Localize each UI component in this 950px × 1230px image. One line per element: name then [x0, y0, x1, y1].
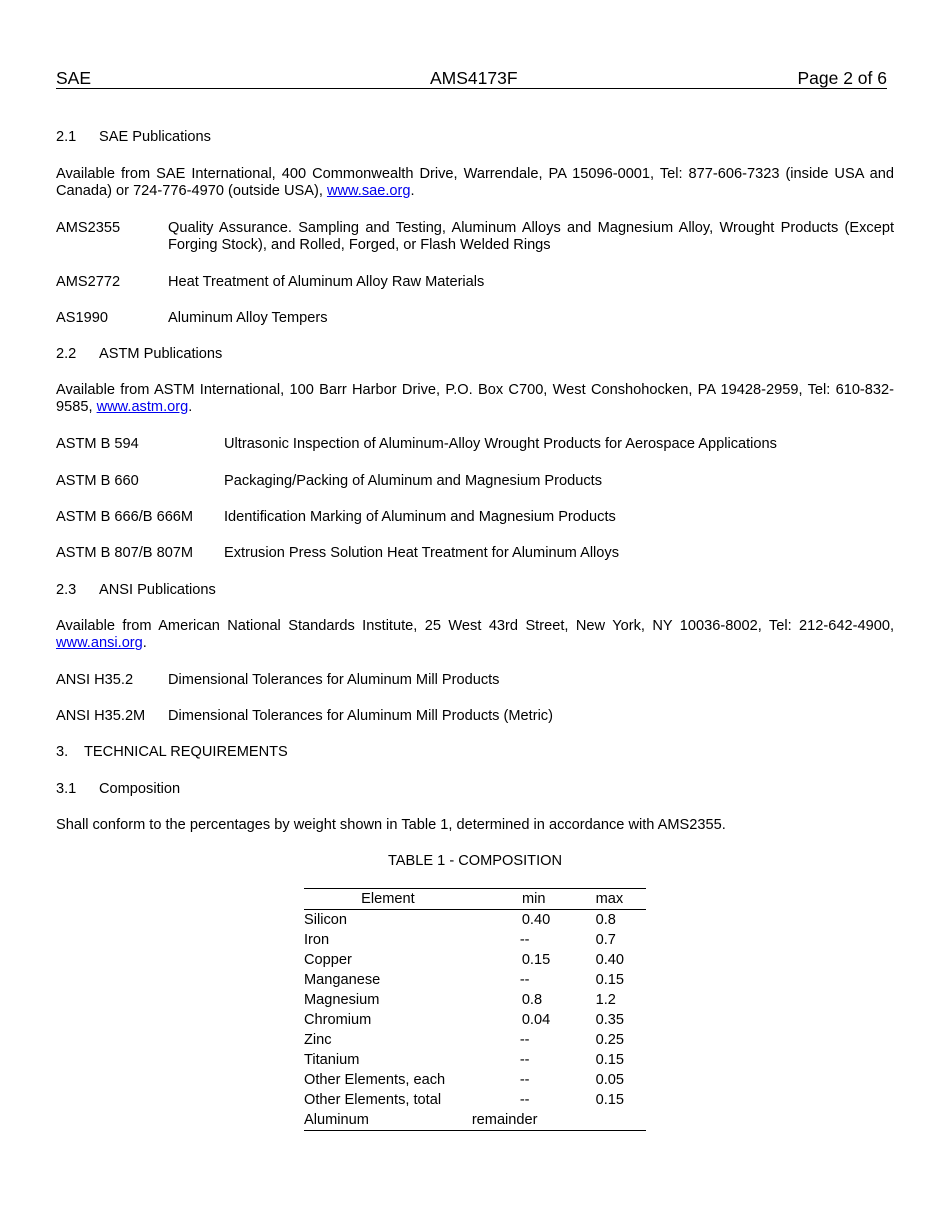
section-title: TECHNICAL REQUIREMENTS — [84, 744, 288, 760]
table-row — [304, 970, 646, 990]
sae-website-link[interactable]: www.sae.org — [326, 183, 411, 199]
element-cell: Copper — [304, 952, 352, 968]
table-row — [304, 910, 646, 931]
element-cell: Iron — [304, 932, 330, 948]
max-cell: 0.15 — [595, 1092, 625, 1108]
astm-website-link[interactable]: www.astm.org — [96, 399, 189, 415]
period: . — [410, 183, 415, 199]
min-cell: -- — [519, 1072, 530, 1088]
reference-title: Heat Treatment of Aluminum Alloy Raw Materials — [168, 274, 485, 290]
header-page-number: Page 2 of 6 — [797, 68, 887, 88]
period: . — [188, 399, 193, 415]
reference-code: ASTM B 660 — [56, 473, 139, 489]
min-cell: -- — [519, 1052, 530, 1068]
reference-title: Ultrasonic Inspection of Aluminum-Alloy Wrought Products for Aerospace Applications — [224, 436, 777, 452]
section-title: Composition — [99, 781, 181, 797]
section-3-heading — [56, 744, 894, 761]
table-row — [304, 1110, 646, 1131]
max-cell: 0.8 — [595, 912, 616, 928]
section-title: ASTM Publications — [99, 346, 223, 362]
reference-code: ANSI H35.2M — [56, 708, 146, 724]
availability-text: Available from ASTM International, 100 Barr Harbor Drive, P.O. Box C700, West Conshohocken, PA 19428-2959, Tel: 610-832-9585, — [56, 382, 894, 415]
table-caption: TABLE 1 - COMPOSITION — [387, 853, 563, 869]
max-cell: 1.2 — [595, 992, 616, 1008]
element-cell: Silicon — [304, 912, 347, 928]
section-2-3-heading — [56, 582, 894, 599]
column-header-min: min — [472, 889, 596, 910]
header-doc-number: AMS4173F — [430, 68, 518, 88]
table-row — [304, 990, 646, 1010]
section-number: 2.2 — [56, 346, 77, 362]
max-cell: 0.15 — [595, 1052, 625, 1068]
column-header-max: max — [596, 889, 646, 910]
element-cell: Other Elements, each — [304, 1072, 446, 1088]
element-cell: Chromium — [304, 1012, 372, 1028]
element-cell: Titanium — [304, 1052, 360, 1068]
reference-code: ASTM B 807/B 807M — [56, 545, 194, 561]
reference-code: ASTM B 594 — [56, 436, 139, 452]
reference-title: Packaging/Packing of Aluminum and Magnesium Products — [224, 473, 603, 489]
reference-title: Dimensional Tolerances for Aluminum Mill Products (Metric) — [168, 708, 553, 724]
table-row — [304, 1010, 646, 1030]
reference-code: ASTM B 666/B 666M — [56, 509, 194, 525]
availability-text: Available from SAE International, 400 Commonwealth Drive, Warrendale, PA 15096-0001, Tel: 877-606-7323 (inside USA and Canada) or 724-776-4970 (outside USA), — [56, 166, 894, 199]
section-title: SAE Publications — [99, 129, 211, 145]
table-row — [304, 950, 646, 970]
column-header-element: Element — [304, 889, 472, 910]
reference-code: AS1990 — [56, 310, 108, 326]
reference-title: Identification Marking of Aluminum and Magnesium Products — [224, 509, 616, 525]
section-2-2-heading — [56, 346, 894, 363]
min-cell: -- — [519, 932, 530, 948]
table-row — [304, 1070, 646, 1090]
reference-row — [56, 220, 894, 256]
reference-title: Extrusion Press Solution Heat Treatment for Aluminum Alloys — [224, 545, 620, 561]
section-number: 3.1 — [56, 781, 77, 797]
reference-title: Quality Assurance. Sampling and Testing, Aluminum Alloys and Magnesium Alloy, Wrought Products (Except Forging Stock), and Rolled, Forged, or Flash Welded Rings — [168, 220, 894, 253]
min-cell — [472, 1110, 596, 1131]
section-number: 2.3 — [56, 582, 77, 598]
element-cell: Magnesium — [304, 992, 380, 1008]
min-cell: -- — [519, 1092, 530, 1108]
astm-availability-paragraph — [56, 382, 894, 416]
remainder-text: remainder — [471, 1112, 538, 1128]
reference-code: ANSI H35.2 — [56, 672, 134, 688]
max-cell: 0.15 — [595, 972, 625, 988]
min-cell: -- — [519, 1032, 530, 1048]
max-cell: 0.7 — [595, 932, 616, 948]
period: . — [142, 635, 147, 651]
page-header — [56, 68, 887, 89]
table-row — [304, 1030, 646, 1050]
table-row — [304, 930, 646, 950]
min-cell: 0.8 — [521, 992, 543, 1008]
max-cell: 0.40 — [595, 952, 625, 968]
min-cell: 0.15 — [521, 952, 551, 968]
section-title: ANSI Publications — [99, 582, 216, 598]
max-cell — [596, 1110, 646, 1131]
header-org: SAE — [56, 68, 92, 88]
min-cell: 0.04 — [521, 1012, 551, 1028]
section-number: 2.1 — [56, 129, 77, 145]
table-row — [304, 1050, 646, 1070]
element-cell: Zinc — [304, 1032, 332, 1048]
reference-title: Aluminum Alloy Tempers — [168, 310, 328, 326]
element-cell: Manganese — [304, 972, 381, 988]
availability-text: Available from American National Standards Institute, 25 West 43rd Street, New York, NY 10036-8002, Tel: 212-642-4900, — [56, 618, 894, 634]
reference-code: AMS2355 — [56, 220, 121, 236]
table-row — [304, 1090, 646, 1110]
element-cell: Aluminum — [304, 1110, 472, 1131]
ansi-availability-paragraph — [56, 618, 894, 652]
max-cell: 0.25 — [595, 1032, 625, 1048]
ansi-website-link[interactable]: www.ansi.org — [56, 635, 143, 651]
reference-code: AMS2772 — [56, 274, 121, 290]
sae-availability-paragraph — [56, 166, 894, 200]
max-cell: 0.05 — [595, 1072, 625, 1088]
element-cell: Other Elements, total — [304, 1092, 442, 1108]
section-number: 3. — [56, 744, 69, 760]
table-header-row — [304, 889, 646, 910]
composition-table — [304, 888, 646, 1131]
min-cell: -- — [519, 972, 530, 988]
section-2-1-heading — [56, 129, 894, 146]
max-cell: 0.35 — [595, 1012, 625, 1028]
section-3-1-heading — [56, 781, 894, 798]
reference-title: Dimensional Tolerances for Aluminum Mill Products — [168, 672, 500, 688]
min-cell: 0.40 — [521, 912, 551, 928]
composition-paragraph: Shall conform to the percentages by weight shown in Table 1, determined in accordance with AMS2355. — [56, 817, 726, 833]
